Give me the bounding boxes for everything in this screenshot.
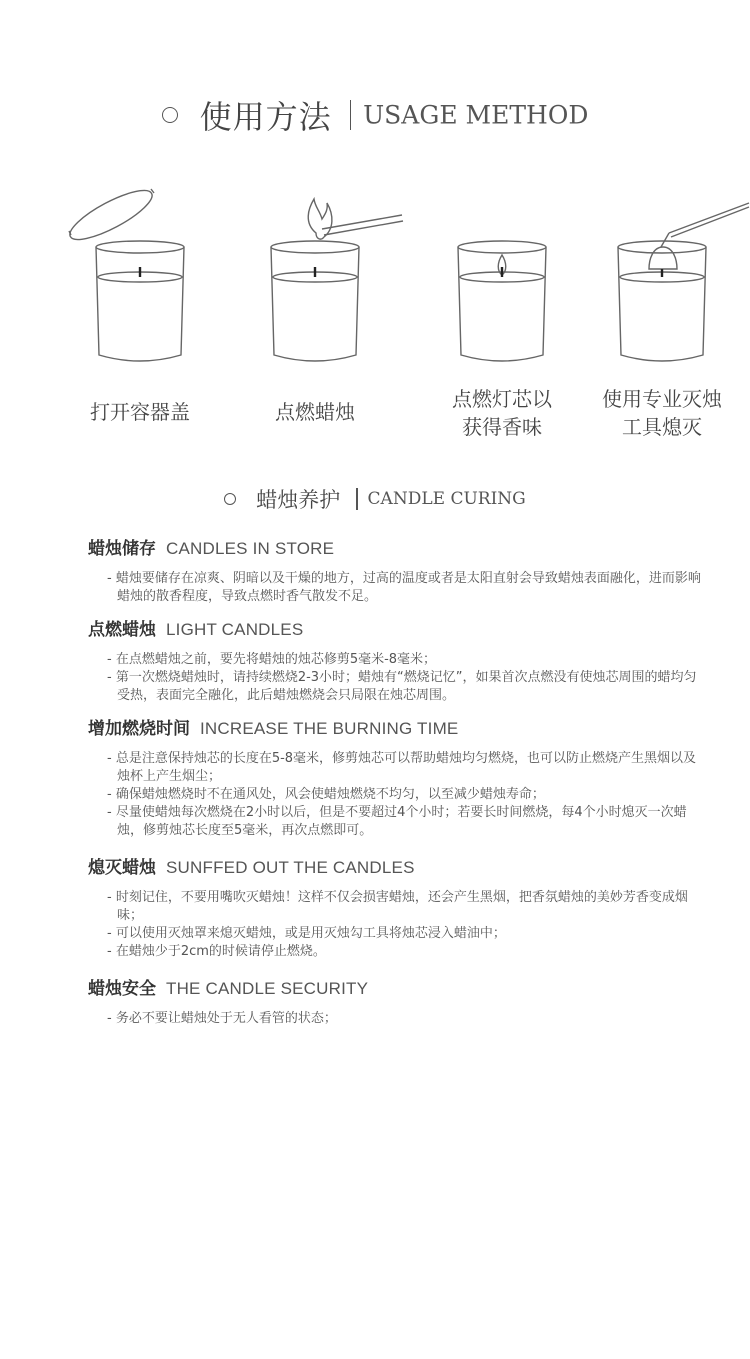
list-item: - 尽量使蜡烛每次燃烧在2小时以后，但是不要超过4个小时；若要长时间燃烧，每4个小时熄灭一次蜡烛，修剪烛芯长度至5毫米，再次点燃即可。	[107, 805, 687, 838]
step-label-2	[230, 398, 400, 426]
section-burning-time	[88, 716, 708, 840]
title-divider	[350, 100, 352, 130]
list-item: - 在点燃蜡烛之前，要先将蜡烛的烛芯修剪5毫米-8毫米；	[107, 652, 437, 667]
list-item: - 时刻记住，不要用嘴吹灭蜡烛！这样不仅会损害蜡烛，还会产生黑烟，把香氛蜡烛的美妙芳香变成烟味；	[107, 890, 688, 923]
section-heading	[88, 536, 708, 562]
section-heading-en: LIGHT CANDLES	[166, 620, 304, 639]
usage-title-en: USAGE METHOD	[363, 100, 589, 130]
usage-steps	[0, 180, 750, 450]
candle-snuffer-icon	[577, 185, 750, 375]
list-item: - 总是注意保持烛芯的长度在5-8毫米，修剪烛芯可以帮助蜡烛均匀燃烧，也可以防止燃烧产生黑烟以及烛杯上产生烟尘；	[107, 751, 697, 784]
step-label-4	[577, 385, 747, 441]
section-heading	[88, 617, 708, 643]
step-1-line-1: 打开容器盖	[90, 400, 190, 424]
section-light	[88, 617, 708, 705]
circle-icon	[162, 107, 178, 123]
list-item: - 蜡烛要储存在凉爽、阴暗以及干燥的地方，过高的温度或者是太阳直射会导致蜡烛表面融化，进而影响蜡烛的散香程度，导致点燃时香气散发不足。	[107, 571, 701, 604]
step-snuff	[577, 185, 747, 375]
care-title-en: CANDLE CURING	[367, 489, 526, 509]
care-title	[0, 484, 750, 514]
section-security	[88, 976, 708, 1028]
list-item: - 务必不要让蜡烛处于无人看管的状态；	[107, 1011, 337, 1026]
list-item: - 第一次燃烧蜡烛时，请持续燃烧2-3小时；蜡烛有“燃烧记忆”，如果首次点燃没有使烛芯周围的蜡均匀受热，表面完全融化，此后蜡烛燃烧会只局限在烛芯周围。	[107, 670, 697, 703]
care-title-cn: 蜡烛养护	[256, 488, 341, 512]
section-snuff-out	[88, 855, 708, 961]
section-heading	[88, 976, 708, 1002]
section-heading-cn: 蜡烛安全	[88, 979, 156, 999]
section-heading-en: CANDLES IN STORE	[166, 539, 335, 558]
circle-icon	[224, 493, 236, 505]
step-light-candle	[230, 185, 400, 375]
burning-candle-icon	[417, 185, 587, 375]
step-4-line-2: 工具熄灭	[622, 415, 702, 439]
match-lighting-candle-icon	[230, 185, 405, 375]
section-heading-cn: 熄灭蜡烛	[88, 858, 156, 878]
section-heading	[88, 716, 708, 742]
step-4-line-1: 使用专业灭烛	[602, 387, 722, 411]
step-2-line-1: 点燃蜡烛	[275, 400, 355, 424]
title-divider	[356, 488, 357, 510]
section-heading-cn: 蜡烛储存	[88, 539, 156, 559]
step-label-3	[417, 385, 587, 441]
step-burn	[417, 185, 587, 375]
section-heading-en: THE CANDLE SECURITY	[166, 979, 369, 998]
list-item: - 可以使用灭烛罩来熄灭蜡烛，或是用灭烛勾工具将烛芯浸入蜡油中；	[107, 926, 506, 941]
section-heading-en: INCREASE THE BURNING TIME	[200, 719, 459, 738]
section-heading-cn: 增加燃烧时间	[88, 719, 190, 739]
usage-title	[0, 92, 750, 138]
step-3-line-1: 点燃灯芯以	[452, 387, 552, 411]
usage-title-cn: 使用方法	[199, 98, 332, 136]
list-item: - 在蜡烛少于2cm的时候请停止燃烧。	[107, 944, 326, 959]
section-heading-en: SUNFFED OUT THE CANDLES	[166, 858, 415, 877]
section-store	[88, 536, 708, 606]
open-lid-candle-icon	[55, 185, 225, 375]
step-3-line-2: 获得香味	[462, 415, 542, 439]
step-label-1	[55, 398, 225, 426]
section-heading	[88, 855, 708, 881]
step-open-lid	[55, 185, 225, 375]
section-heading-cn: 点燃蜡烛	[88, 620, 156, 640]
list-item: - 确保蜡烛燃烧时不在通风处，风会使蜡烛燃烧不均匀，以至减少蜡烛寿命；	[107, 787, 545, 802]
